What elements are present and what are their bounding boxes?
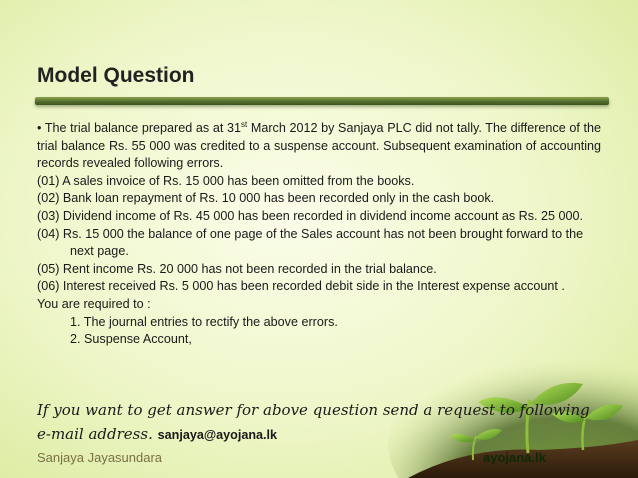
error-item: (02) Bank loan repayment of Rs. 10 000 has been recorded only in the cash book. [37, 191, 495, 206]
slide-title: Model Question [37, 64, 195, 87]
intro-text-end: March 2012 by Sanjaya PLC did not tally. The difference of the trial balance Rs. 55 000 was credited to a suspense account. Subsequent examination of accounting records revealed following errors. [37, 121, 601, 171]
call-to-action [37, 398, 617, 447]
cta-line-2 [37, 422, 617, 447]
required-item: 2. Suspense Account, [70, 332, 192, 347]
intro-text-start: • The trial balance prepared as at 31 [37, 121, 241, 135]
error-item: (04) Rs. 15 000 the balance of one page of the Sales account has not been brought forward to the next page. [37, 226, 584, 259]
email-address[interactable]: sanjaya@ayojana.lk [157, 428, 278, 442]
author-name: Sanjaya Jayasundara [37, 450, 163, 465]
required-label: You are required to : [37, 296, 151, 311]
question-body [37, 120, 601, 349]
intro-superscript: st [240, 119, 248, 129]
error-item: (03) Dividend income of Rs. 45 000 has been recorded in dividend income account as Rs. 25 000. [37, 208, 584, 223]
site-name[interactable]: ayojana.lk [483, 450, 546, 465]
title-divider [35, 97, 609, 105]
cta-email-prefix: e-mail address. [37, 425, 153, 443]
required-item: 1. The journal entries to rectify the above errors. [70, 314, 338, 329]
error-item: (06) Interest received Rs. 5 000 has been recorded debit side in the Interest expense account . [37, 279, 565, 294]
error-item: (05) Rent income Rs. 20 000 has not been recorded in the trial balance. [37, 261, 437, 276]
error-item: (01) A sales invoice of Rs. 15 000 has been omitted from the books. [37, 173, 415, 188]
intro-paragraph [37, 120, 601, 173]
cta-line-1: If you want to get answer for above question send a request to following [37, 401, 590, 419]
